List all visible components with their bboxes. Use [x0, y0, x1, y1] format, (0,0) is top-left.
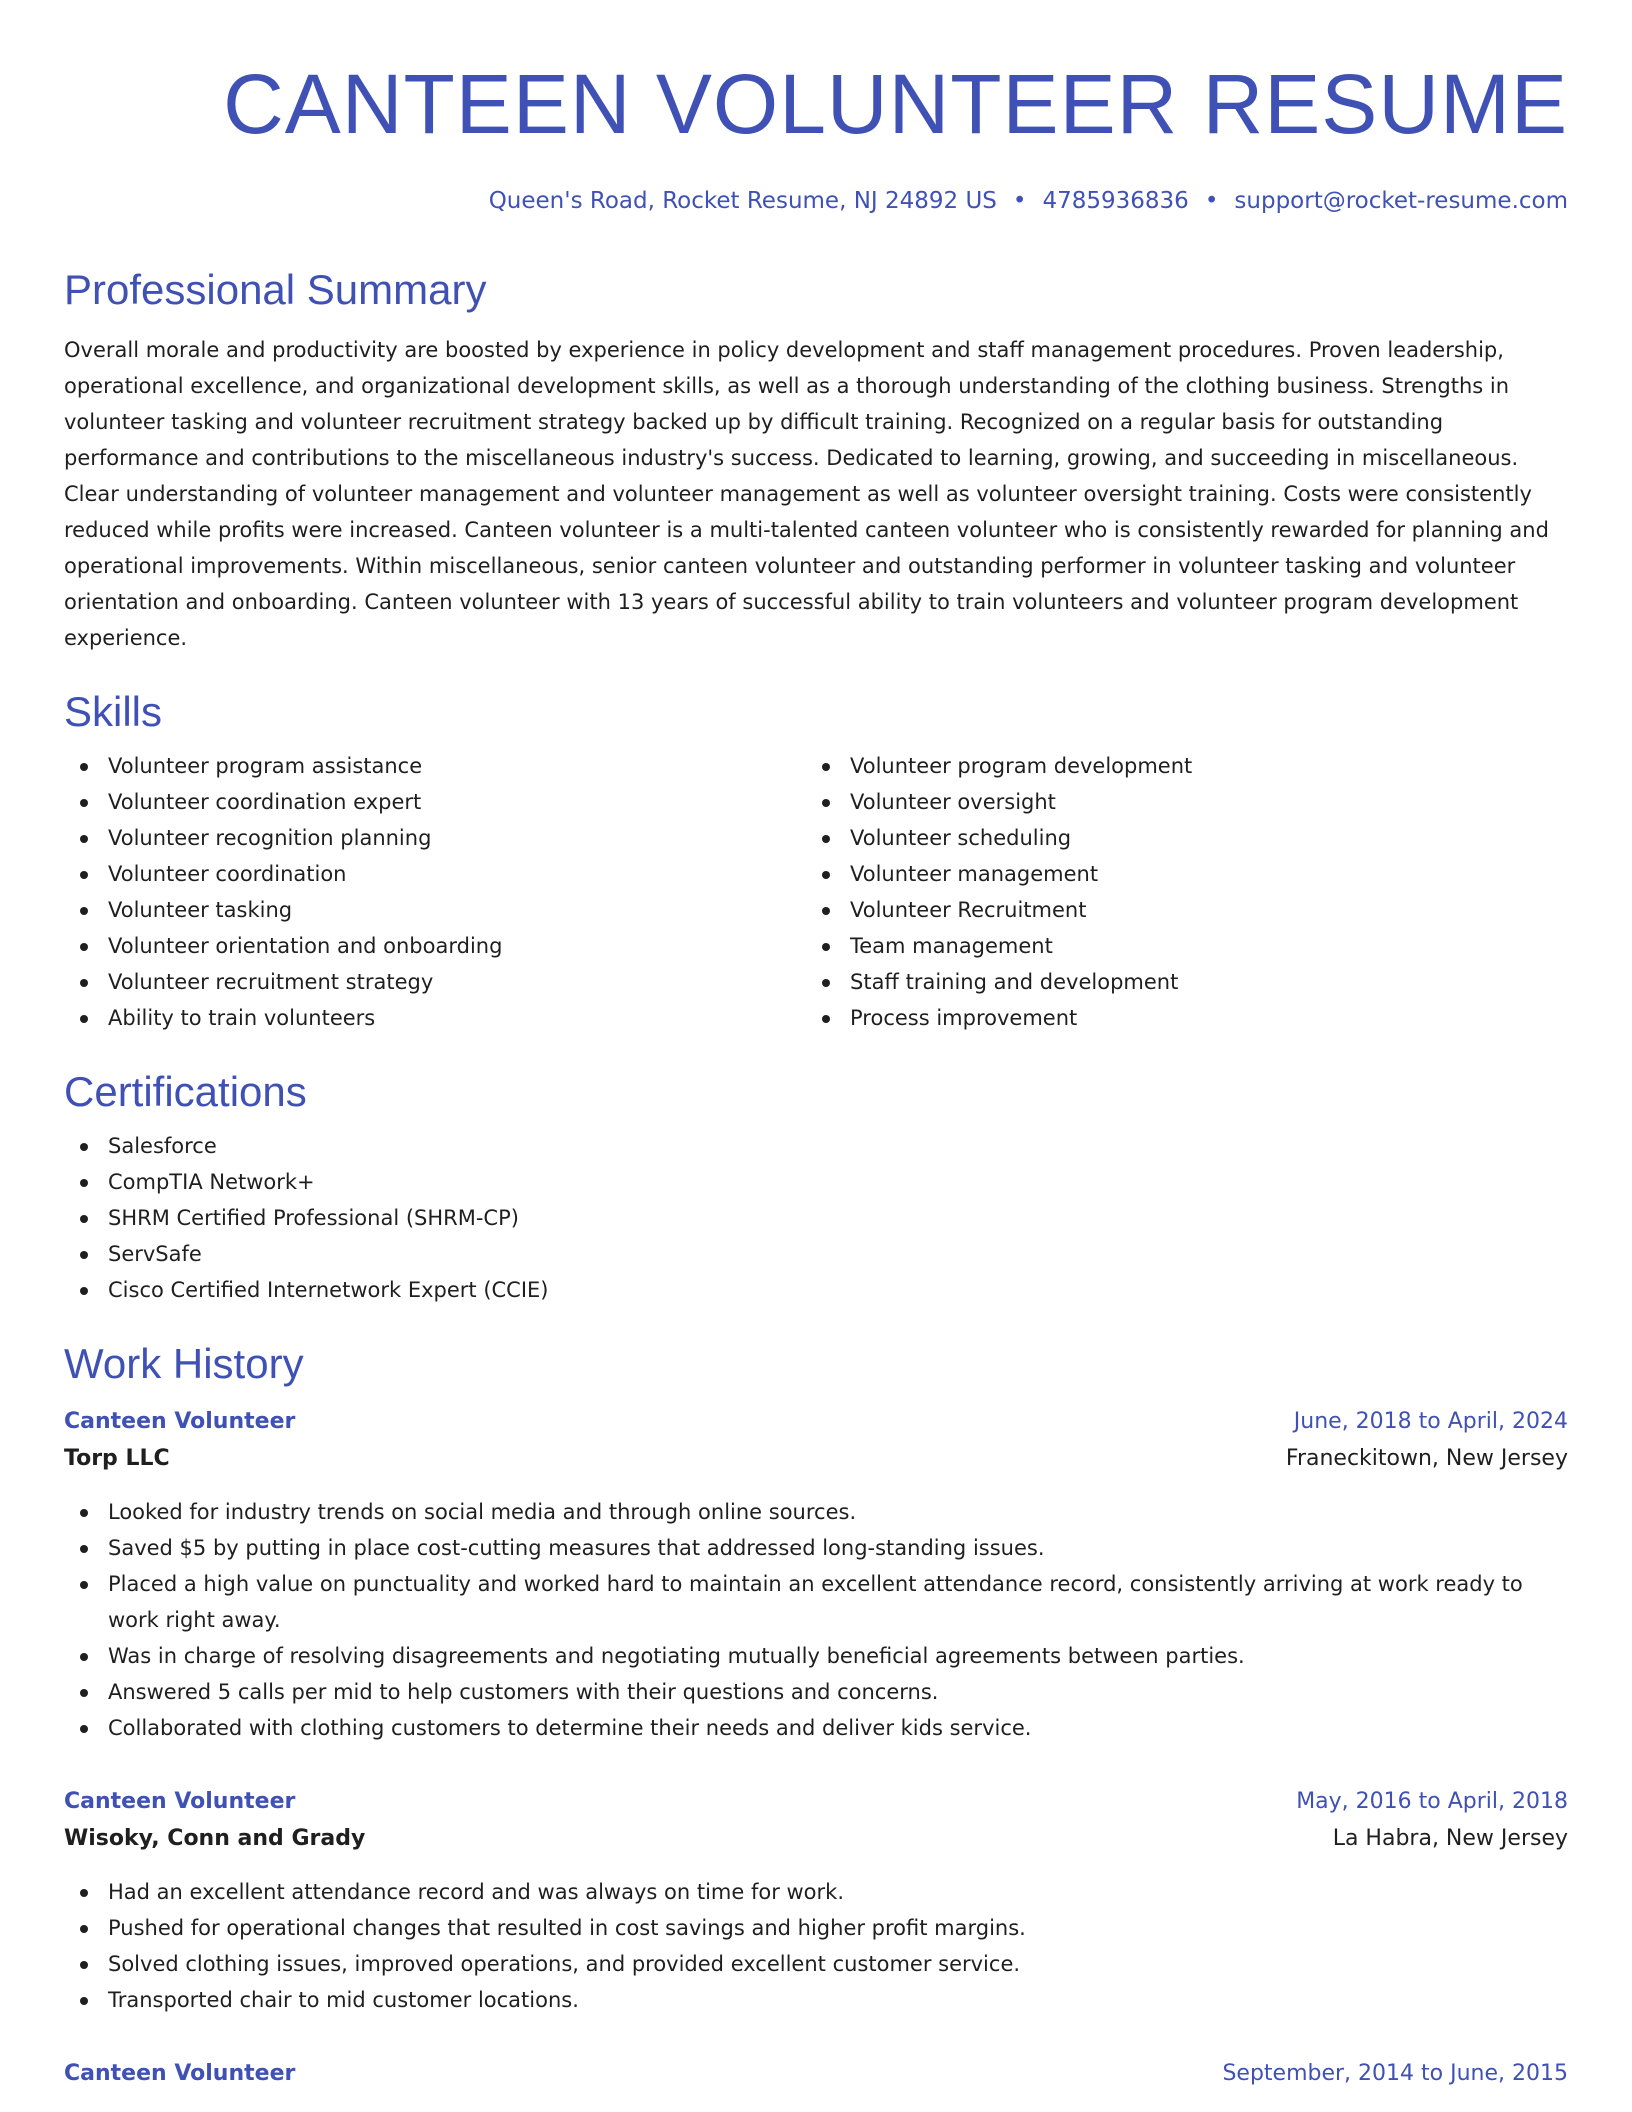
job-company-row — [64, 1440, 1568, 1478]
job-duty: Placed a high value on punctuality and worked hard to maintain an excellent attendance record, consistently arriving at work ready to work right away. — [64, 1566, 1568, 1638]
job-duty: Solved clothing issues, improved operations, and provided excellent customer service. — [64, 1946, 1568, 1982]
job-title: Canteen Volunteer — [64, 1409, 296, 1434]
job-entry — [64, 2056, 1568, 2092]
job-location: Franeckitown, New Jersey — [1285, 1446, 1568, 1471]
contact-address: Queen's Road, Rocket Resume, NJ 24892 US — [488, 188, 997, 214]
skill-item: Volunteer recognition planning — [64, 820, 806, 856]
job-duty: Had an excellent attendance record and was always on time for work. — [64, 1874, 1568, 1910]
job-duties-list — [64, 1874, 1568, 2018]
resume-page — [64, 0, 1568, 2092]
job-title: Canteen Volunteer — [64, 2061, 296, 2086]
skill-item: Volunteer management — [806, 856, 1548, 892]
certifications-list — [64, 1128, 1568, 1308]
job-dates: May, 2016 to April, 2018 — [1296, 1789, 1568, 1814]
job-duty: Pushed for operational changes that resulted in cost savings and higher profit margins. — [64, 1910, 1568, 1946]
skill-item: Volunteer coordination — [64, 856, 806, 892]
skill-item: Process improvement — [806, 1000, 1548, 1036]
job-duty: Answered 5 calls per mid to help customers with their questions and concerns. — [64, 1674, 1568, 1710]
job-duty: Transported chair to mid customer locations. — [64, 1982, 1568, 2018]
skill-item: Volunteer coordination expert — [64, 784, 806, 820]
resume-title: CANTEEN VOLUNTEER RESUME — [223, 57, 1568, 151]
job-dates: June, 2018 to April, 2024 — [1293, 1409, 1568, 1434]
job-duty: Saved $5 by putting in place cost-cutting measures that addressed long-standing issues. — [64, 1530, 1568, 1566]
summary-text: Overall morale and productivity are boosted by experience in policy development and staff management procedures. Proven leadership, operational excellence, and organizational development skills, as well as a thorough understanding of the clothing business. Strengths in volunteer tasking and volunteer recruitment strategy backed up by difficult training. Recognized on a regular basis for outstanding performance and contributions to the miscellaneous industry's success. Dedicated to learning, growing, and succeeding in miscellaneous. Clear understanding of volunteer management and volunteer management as well as volunteer oversight training. Costs were consistently reduced while profits were increased. Canteen volunteer is a multi-talented canteen volunteer who is consistently rewarded for planning and operational improvements. Within miscellaneous, senior canteen volunteer and outstanding performer in volunteer tasking and volunteer orientation and onboarding. Canteen volunteer with 13 years of successful ability to train volunteers and volunteer program development experience. — [64, 338, 1549, 650]
contact-separator: • — [1204, 188, 1219, 214]
job-duty: Was in charge of resolving disagreements and negotiating mutually beneficial agreements between parties. — [64, 1638, 1568, 1674]
skills-heading: Skills — [64, 688, 163, 735]
skill-item: Volunteer scheduling — [806, 820, 1548, 856]
skill-item: Volunteer program assistance — [64, 748, 806, 784]
contact-separator: • — [1012, 188, 1027, 214]
certifications-heading: Certifications — [64, 1068, 307, 1115]
skill-item: Team management — [806, 928, 1548, 964]
job-dates: September, 2014 to June, 2015 — [1222, 2061, 1568, 2086]
skill-item: Volunteer program development — [806, 748, 1548, 784]
skill-item: Volunteer Recruitment — [806, 892, 1548, 928]
contact-line — [64, 186, 1568, 216]
job-duty: Looked for industry trends on social media and through online sources. — [64, 1494, 1568, 1530]
skill-item: Volunteer recruitment strategy — [64, 964, 806, 1000]
contact-email: support@rocket-resume.com — [1234, 188, 1568, 214]
job-header-row — [64, 1404, 1568, 1440]
job-duties-list — [64, 1494, 1568, 1746]
job-company: Wisoky, Conn and Grady — [64, 1826, 366, 1851]
work-history-heading: Work History — [64, 1340, 304, 1387]
certification-item: CompTIA Network+ — [64, 1164, 1568, 1200]
skill-item: Volunteer tasking — [64, 892, 806, 928]
job-header-row — [64, 2056, 1568, 2092]
certification-item: Cisco Certified Internetwork Expert (CCIE) — [64, 1272, 1568, 1308]
job-duty: Collaborated with clothing customers to determine their needs and deliver kids service. — [64, 1710, 1568, 1746]
skill-item: Volunteer oversight — [806, 784, 1548, 820]
skill-item: Ability to train volunteers — [64, 1000, 806, 1036]
certification-item: SHRM Certified Professional (SHRM-CP) — [64, 1200, 1568, 1236]
job-location: La Habra, New Jersey — [1332, 1826, 1568, 1851]
job-header-row — [64, 1784, 1568, 1820]
skill-item: Volunteer orientation and onboarding — [64, 928, 806, 964]
contact-phone: 4785936836 — [1042, 188, 1189, 214]
skill-item: Staff training and development — [806, 964, 1548, 1000]
job-company: Torp LLC — [64, 1446, 170, 1471]
job-title: Canteen Volunteer — [64, 1789, 296, 1814]
skills-left-column — [64, 748, 806, 1036]
summary-heading: Professional Summary — [64, 266, 487, 313]
skills-right-column — [806, 748, 1548, 1036]
job-entry — [64, 1404, 1568, 1746]
job-company-row — [64, 1820, 1568, 1858]
certification-item: ServSafe — [64, 1236, 1568, 1272]
certification-item: Salesforce — [64, 1128, 1568, 1164]
job-entry — [64, 1784, 1568, 2018]
skills-grid — [64, 748, 1568, 1036]
